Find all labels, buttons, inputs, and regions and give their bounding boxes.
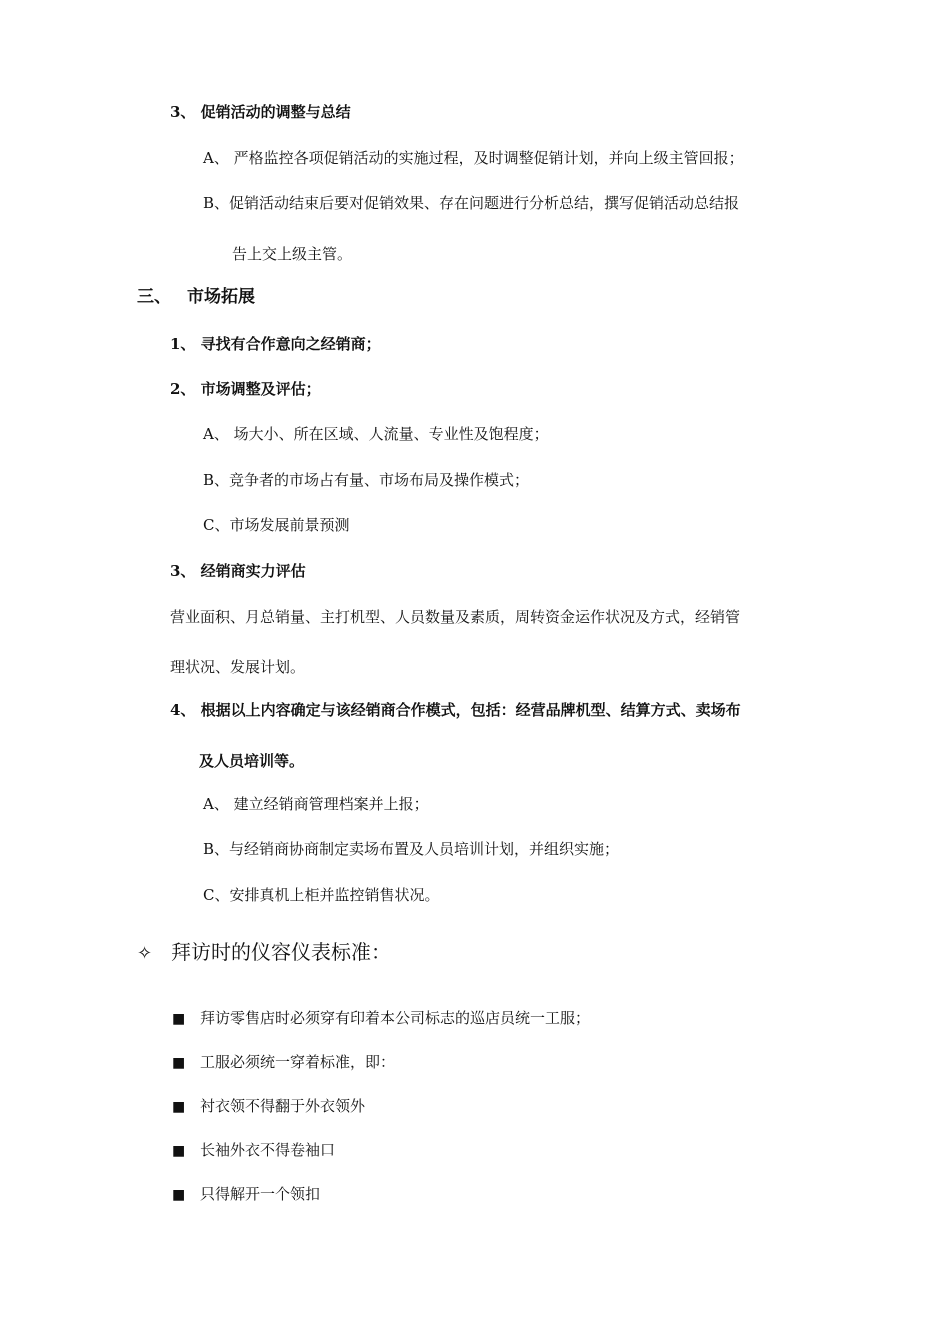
market-item-2b: B、竞争者的市场占有量、市场布局及操作模式； (203, 471, 530, 489)
paragraph-item-a: A、 严格监控各项促销活动的实施过程，及时调整促销计划，并向上级主管回报； (203, 149, 744, 167)
paragraph-item-b-line1: B、促销活动结束后要对促销效果、存在问题进行分析总结，撰写促销活动总结报 (203, 194, 740, 212)
list-item: ■ 只得解开一个领扣 (172, 1185, 321, 1203)
market-item-2c: C、市场发展前景预测 (203, 516, 350, 534)
market-item-3-paragraph-line1: 营业面积、月总销量、主打机型、人员数量及素质，周转资金运作状况及方式，经销管 (170, 608, 741, 626)
paragraph-item-b-line2: 告上交上级主管。 (232, 245, 353, 263)
list-item: ■ 衬衣领不得翻于外衣领外 (172, 1097, 366, 1115)
market-item-4b: B、与经销商协商制定卖场布置及人员培训计划，并组织实施； (203, 840, 620, 858)
market-item-3-paragraph-line2: 理状况、发展计划。 (170, 658, 306, 676)
section-number: 三、 (137, 287, 171, 307)
square-bullet-icon: ■ (172, 1011, 186, 1027)
etiquette-title: 拜访时的仪容仪表标准： (171, 940, 391, 964)
square-bullet-icon: ■ (172, 1055, 186, 1071)
list-item: ■ 工服必须统一穿着标准，即： (172, 1053, 396, 1071)
market-item-1: 1、 寻找有合作意向之经销商； (170, 335, 381, 353)
list-item: ■ 长袖外衣不得卷袖口 (172, 1141, 336, 1159)
square-bullet-icon: ■ (172, 1143, 186, 1159)
square-bullet-icon: ■ (172, 1099, 186, 1115)
square-bullet-icon: ■ (172, 1187, 186, 1203)
market-item-4-line2: 及人员培训等。 (199, 752, 305, 770)
market-item-4c: C、安排真机上柜并监控销售状况。 (203, 886, 440, 904)
market-item-4a: A、 建立经销商管理档案并上报； (203, 795, 429, 813)
market-item-3: 3、 经销商实力评估 (170, 562, 306, 580)
diamond-bullet-icon: ✧ (137, 943, 153, 964)
market-item-2: 2、 市场调整及评估； (170, 380, 321, 398)
market-item-4-line1: 4、 根据以上内容确定与该经销商合作模式，包括：经营品牌机型、结算方式、卖场布 (170, 701, 741, 719)
section-heading-etiquette (137, 939, 391, 967)
list-item: ■ 拜访零售店时必须穿有印着本公司标志的巡店员统一工服； (172, 1009, 591, 1027)
section-heading-market (137, 287, 255, 307)
subheading-promotion-adjustment: 3、 促销活动的调整与总结 (170, 103, 351, 121)
section-title: 市场拓展 (187, 287, 255, 307)
market-item-2a: A、 场大小、所在区域、人流量、专业性及饱程度； (203, 425, 549, 443)
